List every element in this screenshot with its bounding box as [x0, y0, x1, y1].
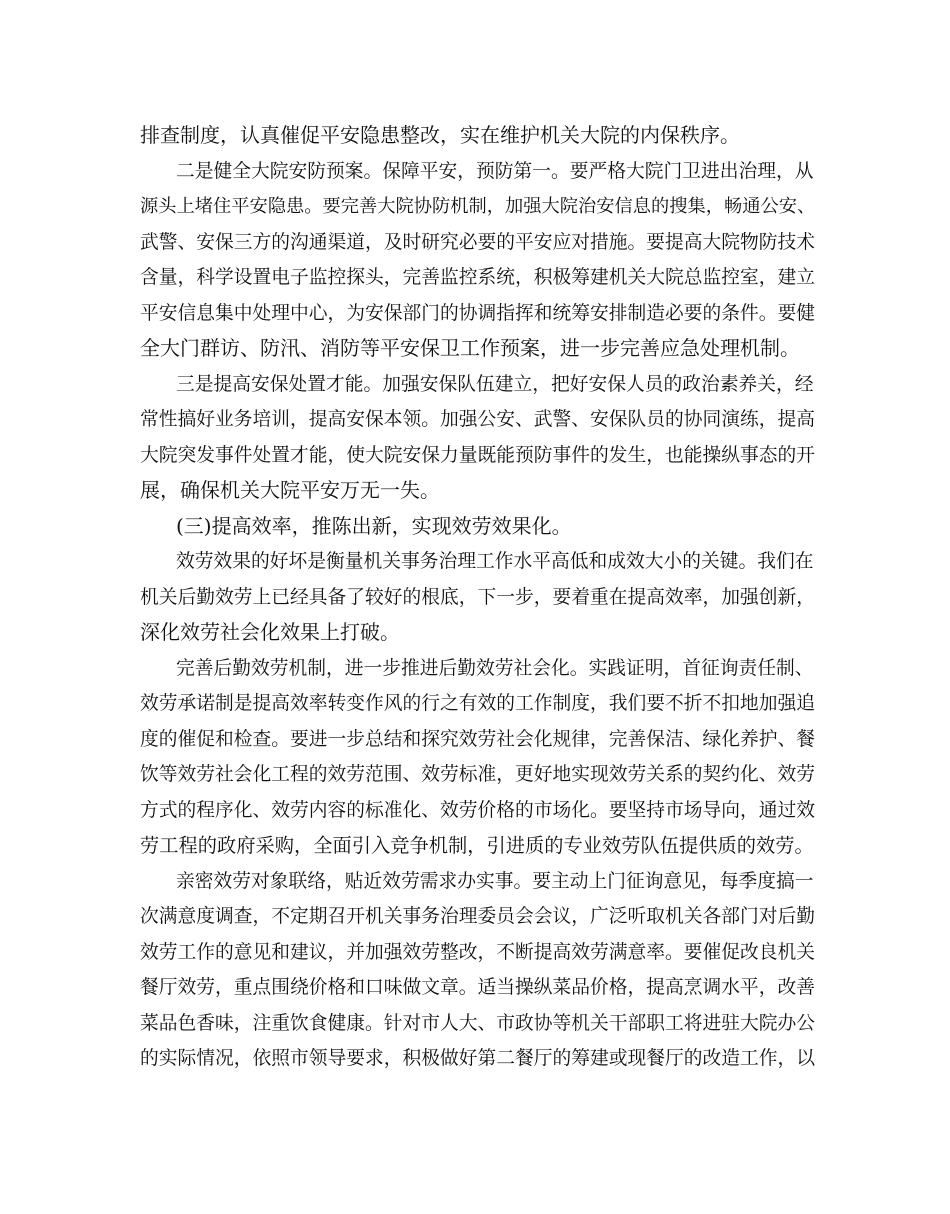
text-line: 菜品色香味，注重饮食健康。针对市人大、市政协等机关干部职工将进驻大院办公 — [140, 1012, 815, 1034]
text-line: 常性搞好业务培训，提高安保本领。加强公安、武警、安保队员的协同演练，提高 — [140, 409, 815, 430]
text-line: 效劳承诺制是提高效率转变作风的行之有效的工作制度，我们要不折不扣地加强追 — [140, 693, 815, 714]
text-line: 度的催促和检查。要进一步总结和探究效劳社会化规律，完善保洁、绿化养护、餐 — [140, 728, 815, 750]
text-line: 的实际情况，依照市领导要求，积极做好第二餐厅的筹建或现餐厅的改造工作，以 — [140, 1048, 815, 1069]
text-line: 三是提高安保处置才能。加强安保队伍建立，把好安保人员的政治素养关，经 — [176, 373, 814, 395]
text-line: 大院突发事件处置才能，使大院安保力量既能预防事件的发生，也能操纵事态的开 — [140, 444, 815, 466]
text-line: 排查制度，认真催促平安隐患整改，实在维护机关大院的内保秩序。 — [140, 123, 740, 147]
text-line: 完善后勤效劳机制，进一步推进后勤效劳社会化。实践证明，首征询责任制、 — [176, 657, 814, 679]
text-line: 全大门群访、防汛、消防等平安保卫工作预案，进一步完善应急处理机制。 — [140, 336, 800, 360]
text-line: 效劳工作的意见和建议，并加强效劳整改，不断提高效劳满意率。要催促改良机关 — [140, 941, 815, 963]
document-body — [140, 118, 820, 1077]
text-line: 效劳效果的好坏是衡量机关事务治理工作水平高低和成效大小的关键。我们在 — [176, 551, 814, 572]
text-line: 方式的程序化、效劳内容的标准化、效劳价格的市场化。要坚持市场导向，通过效 — [140, 799, 815, 821]
text-line: 二是健全大院安防预案。保障平安，预防第一。要严格大院门卫进出治理，从 — [176, 160, 814, 182]
text-line: 深化效劳社会化效果上打破。 — [140, 620, 400, 644]
text-line: 源头上堵住平安隐患。要完善大院协防机制，加强大院治安信息的搜集，畅通公安、 — [140, 196, 816, 217]
text-line: 餐厅效劳，重点围绕价格和口味做文章。适当操纵菜品价格，提高烹调水平，改善 — [140, 977, 815, 998]
text-line: 含量，科学设置电子监控探头，完善监控系统，积极筹建机关大院总监控室，建立 — [140, 267, 815, 288]
text-line: 亲密效劳对象联络，贴近效劳需求办实事。要主动上门征询意见，每季度搞一 — [176, 870, 814, 892]
text-line: 展，确保机关大院平安万无一失。 — [140, 478, 440, 502]
text-line: 机关后勤效劳上已经具备了较好的根底，下一步，要着重在提高效率，加强创新， — [140, 586, 815, 608]
text-line: 劳工程的政府采购，全面引入竞争机制，引进质的专业效劳队伍提供质的效劳。 — [140, 834, 814, 857]
text-line: 饮等效劳社会化工程的效劳范围、效劳标准，更好地实现效劳关系的契约化、效劳 — [140, 764, 815, 785]
text-line: 次满意度调查，不定期召开机关事务治理委员会会议，广泛听取机关各部门对后勤 — [140, 906, 815, 927]
section-heading: (三)提高效率，推陈出新，实现效劳效果化。 — [176, 513, 572, 538]
text-line: 平安信息集中处理中心，为安保部门的协调指挥和统筹安排制造必要的条件。要健 — [140, 302, 815, 324]
text-line: 武警、安保三方的沟通渠道，及时研究必要的平安应对措施。要提高大院物防技术 — [140, 231, 815, 253]
